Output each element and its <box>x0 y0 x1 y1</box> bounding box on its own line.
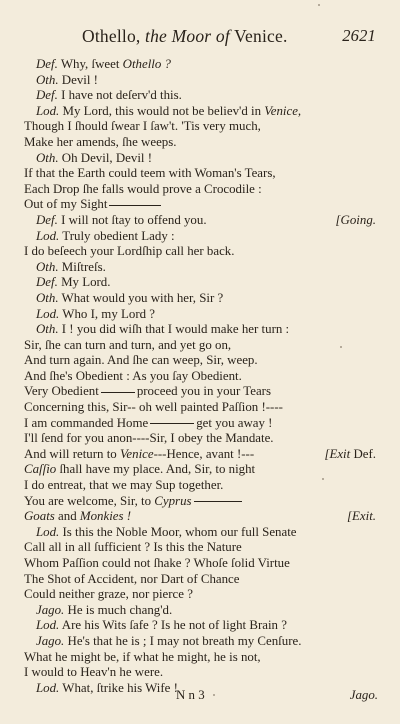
text-line <box>24 88 376 104</box>
text-line <box>24 229 376 245</box>
line-text: get you away ! <box>196 415 273 430</box>
text-line <box>24 57 376 73</box>
stage-direction <box>324 447 376 463</box>
text-line <box>24 416 376 432</box>
line-text: Why, ſweet <box>57 57 123 71</box>
text-line <box>24 307 376 323</box>
speaker-label: Oth. <box>36 150 59 165</box>
text-line <box>24 478 376 494</box>
text-line <box>24 369 376 385</box>
paper-speck <box>318 4 320 6</box>
page-number: 2621 <box>342 26 376 45</box>
speaker-label: Oth. <box>36 72 59 87</box>
text-body <box>24 57 376 696</box>
text-line <box>24 260 376 276</box>
line-italic: Goats <box>24 509 55 524</box>
text-line <box>24 135 376 151</box>
title-part-c: Venice. <box>234 26 288 46</box>
text-line <box>24 556 376 572</box>
line-italic: Venice <box>119 446 154 461</box>
line-text: Sir, ſhe can turn and turn, and yet go on, <box>24 337 232 352</box>
stage-direction: [Going. <box>335 212 376 227</box>
catchword: Jago. <box>349 688 378 702</box>
speaker-label: Lod. <box>36 524 60 539</box>
speaker-label: Oth. <box>36 290 59 305</box>
line-italic: Caſſio <box>24 462 57 477</box>
text-line <box>24 650 376 666</box>
line-text: Very Obedient <box>24 384 99 399</box>
em-dash-rule <box>109 205 161 206</box>
line-text: What he might be, if what he might, he is not, <box>24 649 261 664</box>
text-line <box>24 197 376 213</box>
text-line <box>24 447 376 463</box>
text-line <box>24 151 376 167</box>
speaker-label: Lod. <box>36 618 60 633</box>
line-italic: Venice, <box>264 103 302 118</box>
line-text: And ſhe's Obedient : As you ſay Obedient. <box>24 368 242 383</box>
paper-speck <box>322 478 324 480</box>
speaker-label: Def. <box>36 88 58 103</box>
text-line <box>24 213 376 229</box>
line-text: My Lord. <box>57 275 111 290</box>
text-line <box>24 244 376 260</box>
em-dash-rule <box>194 501 242 502</box>
text-line <box>24 509 376 525</box>
line-text: I'll ſend for you anon----Sir, I obey the Mandate. <box>24 431 274 446</box>
text-line <box>24 634 376 650</box>
signature-mark: N n 3 <box>176 688 205 702</box>
line-text: What, ſtrike his Wife ! <box>59 680 178 695</box>
line-text: And will return to <box>24 446 120 461</box>
text-line <box>24 400 376 416</box>
line-text: Though I ſhould ſwear I ſaw't. 'Tis very much, <box>24 119 261 134</box>
line-text: Who I, my Lord ? <box>59 306 156 321</box>
speaker-label: Lod. <box>36 228 60 243</box>
line-italic: Cyprus <box>154 493 192 508</box>
line-italic: Monkies ! <box>79 509 132 524</box>
line-text: Oh Devil, Devil ! <box>58 150 153 165</box>
line-text: I do entreat, that we may Sup together. <box>24 478 224 493</box>
text-line <box>24 119 376 135</box>
text-line <box>24 73 376 89</box>
page-footer <box>0 688 400 708</box>
text-line <box>24 431 376 447</box>
line-text: I have not deſerv'd this. <box>57 88 182 103</box>
speaker-label: Lod. <box>36 103 60 118</box>
line-text: I would to Heav'n he were. <box>24 665 164 680</box>
text-line <box>24 572 376 588</box>
line-text: And turn again. And ſhe can weep, Sir, weep. <box>24 353 258 368</box>
speaker-label: Def. <box>36 275 58 290</box>
title-part-a: Othello, <box>82 26 141 46</box>
text-line <box>24 322 376 338</box>
line-text: Call all in all ſufficient ? Is this the Nature <box>24 540 242 555</box>
line-text: Out of my Sight <box>24 197 108 212</box>
line-text: If that the Earth could teem with Woman's Tears, <box>24 166 276 181</box>
line-text: He is much chang'd. <box>64 602 173 617</box>
line-text: Devil ! <box>58 72 98 87</box>
text-line <box>24 525 376 541</box>
text-line <box>24 166 376 182</box>
em-dash-rule <box>101 392 135 393</box>
text-line <box>24 182 376 198</box>
text-line <box>24 494 376 510</box>
line-text: My Lord, this would not be believ'd in <box>59 103 265 118</box>
title-part-b: the Moor of <box>145 26 230 46</box>
paper-speck <box>213 694 215 696</box>
line-text: Are his Wits ſafe ? Is he not of light Brain ? <box>59 618 287 633</box>
speaker-label: Lod. <box>36 680 60 695</box>
text-line <box>24 603 376 619</box>
text-line <box>24 462 376 478</box>
speaker-label: Oth. <box>36 322 59 337</box>
line-text: He's that he is ; I may not breath my Cenſure. <box>64 633 302 648</box>
line-text: ſhall have my place. And, Sir, to night <box>56 462 256 477</box>
line-text: I ! you did wiſh that I would make her turn : <box>58 322 290 337</box>
stage-direction-name: Def. <box>350 446 376 461</box>
text-line <box>24 291 376 307</box>
text-line <box>24 665 376 681</box>
speaker-label: Lod. <box>36 306 60 321</box>
line-text: I do beſeech your Lordſhip call her back. <box>24 244 235 259</box>
line-text: Truly obedient Lady : <box>59 228 175 243</box>
text-line <box>24 540 376 556</box>
line-text: Concerning this, Sir-- oh well painted Paſſion !---- <box>24 400 283 415</box>
line-text: Could neither graze, nor pierce ? <box>24 587 193 602</box>
line-text: ---Hence, avant !--- <box>153 446 255 461</box>
line-text: What would you with her, Sir ? <box>58 290 224 305</box>
text-line <box>24 618 376 634</box>
text-line <box>24 338 376 354</box>
line-text: Whom Paſſion could not ſhake ? Whoſe ſolid Virtue <box>24 556 290 570</box>
line-text: Miſtreſs. <box>58 259 106 274</box>
stage-direction: [Exit. <box>347 509 376 524</box>
speaker-label: Jago. <box>36 633 65 648</box>
line-text: Is this the Noble Moor, whom our full Senate <box>59 524 297 539</box>
stage-direction-exit: [Exit <box>324 446 351 461</box>
line-text: proceed you in your Tears <box>136 384 271 399</box>
line-text: and <box>54 509 80 524</box>
text-line <box>24 275 376 291</box>
line-text: The Shot of Accident, nor Dart of Chance <box>24 571 240 586</box>
line-text: Each Drop ſhe falls would prove a Crocodile : <box>24 181 262 196</box>
line-text: I will not ſtay to offend you. <box>57 212 207 227</box>
speaker-label: Oth. <box>36 259 59 274</box>
running-header <box>60 26 382 54</box>
line-text: I am commanded Home <box>24 415 149 430</box>
line-italic: Othello ? <box>122 57 171 71</box>
text-line <box>24 384 376 400</box>
text-line <box>24 353 376 369</box>
em-dash-rule <box>150 423 194 424</box>
running-title <box>82 26 288 47</box>
speaker-label: Def. <box>36 212 58 227</box>
text-line <box>24 587 376 603</box>
speaker-label: Jago. <box>36 602 65 617</box>
line-text: Make her amends, ſhe weeps. <box>24 134 177 149</box>
speaker-label: Def. <box>36 57 58 71</box>
paper-speck <box>340 346 342 348</box>
text-line <box>24 104 376 120</box>
line-text: You are welcome, Sir, to <box>24 493 155 508</box>
